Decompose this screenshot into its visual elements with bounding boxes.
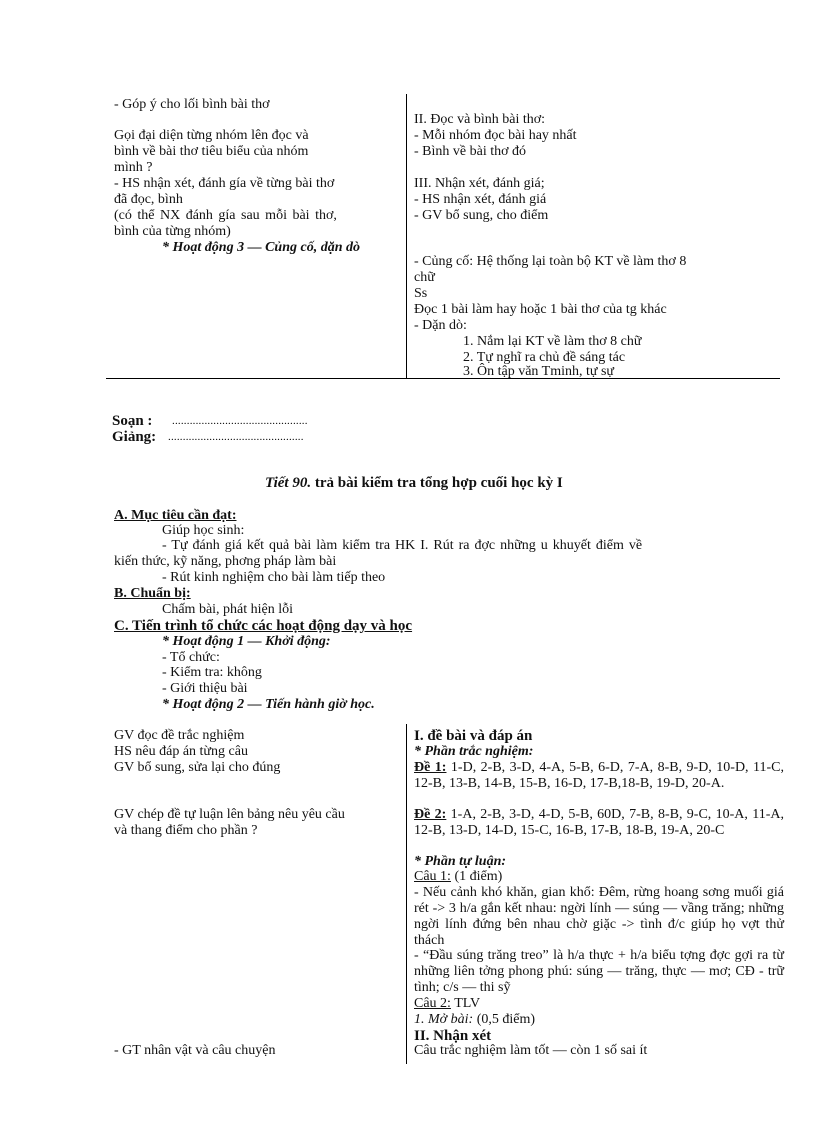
top-right-line: II. Đọc và bình bài thơ:	[414, 112, 546, 127]
section-c-line: - Kiểm tra: không	[162, 665, 262, 680]
activity-2-heading: * Hoạt động 2 — Tiến hành giờ học.	[162, 697, 375, 712]
review-heading: II. Nhận xét	[414, 1028, 492, 1044]
section-a-line: Giúp học sinh:	[162, 523, 245, 538]
activity-3-heading: * Hoạt động 3 — Củng cố, dặn dò	[162, 240, 360, 255]
cau2-label: Câu 2:	[414, 996, 451, 1011]
review-text: Câu trắc nghiệm làm tốt — còn 1 số sai ít	[414, 1043, 648, 1058]
essay-heading: * Phần tự luận:	[414, 854, 507, 869]
top-right-line: 3. Ôn tập văn Tminh, tự sự	[463, 364, 615, 379]
lesson-title-text: trả bài kiểm tra tổng hợp cuối học kỳ I	[311, 475, 563, 491]
top-left-line: mình ?	[114, 160, 153, 175]
top-left-line: đã đọc, bình	[114, 192, 183, 207]
lesson-title	[265, 475, 563, 491]
bottom-left-line: GV bổ sung, sửa lại cho đúng	[114, 760, 281, 775]
question-1-answer-a: - Nếu cảnh khó khăn, gian khổ: Đêm, rừng hoang sơng muối giá rét -> 3 h/a gắn kết nhau: ngời lính — súng — vầng trăng; những ngời lính đứng bên nhau chờ giặc -> tình đ/c giúp họ vợt thử thách	[414, 885, 784, 948]
cau1-points: (1 điểm)	[450, 869, 503, 884]
bottom-left-line: GV đọc đề trắc nghiệm	[114, 728, 245, 743]
bottom-left-line: - GT nhân vật và câu chuyện	[114, 1043, 276, 1058]
bottom-left-line: HS nêu đáp án từng câu	[114, 744, 248, 759]
top-left-line: bình của từng nhóm)	[114, 224, 231, 239]
top-right-line: - GV bổ sung, cho điểm	[414, 208, 549, 223]
mobai-text: (0,5 điểm)	[473, 1012, 536, 1027]
top-table-bottom-border	[106, 378, 780, 379]
question-1-answer-b: - “Đầu súng trăng treo” là h/a thực + h/a biểu tợng đợc gợi ra từ những liên tởng phong phú: súng — trăng, thực — mơ; CĐ - trữ tình; c/s — thi sỹ	[414, 948, 784, 995]
de2-label: Đề 2:	[414, 807, 447, 822]
section-a-line: - Tự đánh giá kết quả bài làm kiểm tra HK I. Rút ra đợc những u khuyết điểm về	[162, 538, 643, 553]
lesson-number: Tiết 90.	[265, 475, 312, 491]
section-a-line: - Rút kinh nghiệm cho bài làm tiếp theo	[162, 570, 386, 585]
top-left-line: - HS nhận xét, đánh gía về từng bài thơ	[114, 176, 335, 191]
top-right-line: Ss	[414, 286, 428, 301]
top-left-line: bình về bài thơ tiêu biểu của nhóm	[114, 144, 309, 159]
answer-key-2	[414, 807, 784, 839]
top-right-line: III. Nhận xét, đánh giá;	[414, 176, 545, 191]
top-left-line: - Góp ý cho lối bình bài thơ	[114, 97, 270, 112]
top-left-line: Gọi đại diện từng nhóm lên đọc và	[114, 128, 309, 143]
section-c-heading: C. Tiến trình tổ chức các hoạt động dạy và học	[114, 618, 413, 634]
section-c-line: - Tổ chức:	[162, 650, 220, 665]
question-1-heading	[414, 869, 502, 885]
top-table-divider	[406, 94, 407, 378]
top-right-line: - Bình về bài thơ đó	[414, 144, 526, 159]
giang-label: Giảng:	[112, 429, 157, 445]
top-right-line: - Dặn dò:	[414, 318, 467, 333]
mobai-label: 1. Mở bài:	[414, 1012, 474, 1027]
section-b-line: Chấm bài, phát hiện lỗi	[162, 602, 294, 617]
activity-1-heading: * Hoạt động 1 — Khởi động:	[162, 634, 331, 649]
cau1-label: Câu 1:	[414, 869, 451, 884]
de1-label: Đề 1:	[414, 760, 447, 775]
answers-heading: I. đề bài và đáp án	[414, 728, 533, 744]
cau2-text: TLV	[450, 996, 481, 1011]
section-a-heading: A. Mục tiêu cần đạt:	[114, 508, 237, 523]
top-right-line: 1. Nắm lại KT về làm thơ 8 chữ	[463, 334, 642, 349]
de2-text: 1-A, 2-B, 3-D, 4-D, 5-B, 60D, 7-B, 8-B, 9-C, 10-A, 11-A, 12-B, 13-D, 14-D, 15-C, 16-B, 17-B, 18-B, 19-A, 20-C	[414, 807, 784, 838]
bottom-table-divider	[406, 724, 407, 1064]
multiple-choice-heading: * Phần trắc nghiệm:	[414, 744, 534, 759]
bottom-left-line: và thang điểm cho phần ?	[114, 823, 258, 838]
answer-key-1	[414, 760, 784, 792]
soan-dots: ..............................................	[172, 415, 308, 427]
intro-score	[414, 1012, 535, 1028]
de1-text: 1-D, 2-B, 3-D, 4-A, 5-B, 6-D, 7-A, 8-B, 9-D, 10-D, 11-C, 12-B, 13-B, 14-B, 15-B, 16-D, 17-B,18-B, 19-D, 20-A.	[414, 760, 784, 791]
question-2-heading	[414, 996, 480, 1012]
bottom-left-line: GV chép đề tự luận lên bảng nêu yêu cầu	[114, 807, 345, 822]
section-a-line: kiến thức, kỹ năng, phơng pháp làm bài	[114, 554, 337, 569]
top-left-line: (có thể NX đánh gía sau mỗi bài thơ,	[114, 208, 337, 223]
top-right-line: - HS nhận xét, đánh giá	[414, 192, 547, 207]
giang-dots: ..............................................	[168, 431, 304, 443]
soan-label: Soạn :	[112, 413, 153, 429]
section-b-heading: B. Chuẩn bị:	[114, 586, 191, 601]
top-right-line: - Mỗi nhóm đọc bài hay nhất	[414, 128, 577, 143]
section-c-line: - Giới thiệu bài	[162, 681, 248, 696]
top-right-line: - Củng cố: Hệ thống lại toàn bộ KT về làm thơ 8	[414, 254, 687, 269]
top-right-line: Đọc 1 bài làm hay hoặc 1 bài thơ của tg khác	[414, 302, 667, 317]
top-right-line: chữ	[414, 270, 435, 285]
top-right-line: 2. Tự nghĩ ra chủ đề sáng tác	[463, 350, 626, 365]
